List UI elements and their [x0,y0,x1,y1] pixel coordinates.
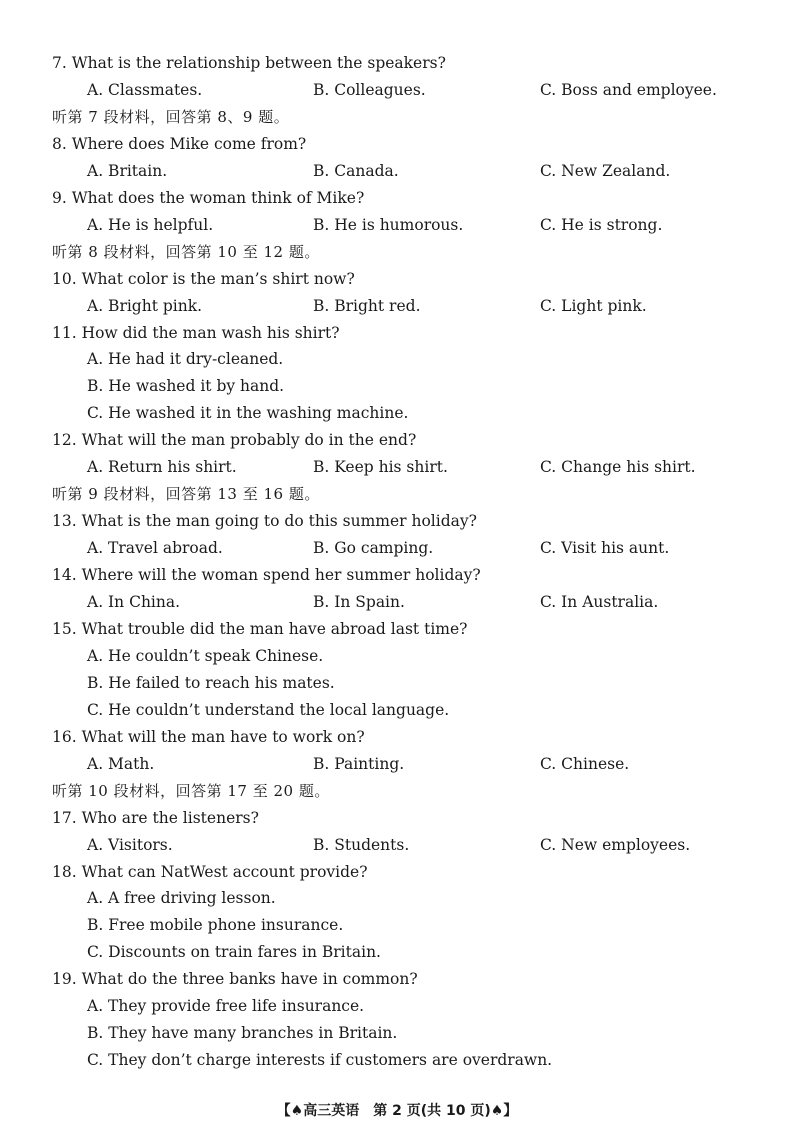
answer-option: A. He couldn’t speak Chinese. [87,646,324,665]
question-stem: 17. Who are the listeners? [52,808,259,827]
answer-option: A. He had it dry-cleaned. [87,350,284,369]
answer-options-row [87,589,774,616]
spade-icon: ♠ [290,1103,304,1119]
answer-option-a: A. Bright pink. [87,296,203,315]
answer-option: C. They don’t charge interests if customers are overdrawn. [87,1051,553,1070]
answer-option-c: C. New Zealand. [540,161,671,180]
footer-left-bracket: 【 [276,1103,291,1119]
answer-option-c: C. Boss and employee. [540,80,717,99]
answer-options-row [87,832,774,859]
answer-option-c: C. Change his shirt. [540,458,696,477]
question-stem: 16. What will the man have to work on? [52,727,365,746]
answer-options-row [87,454,774,481]
section-instruction: 听第 9 段材料，回答第 13 至 16 题。 [52,485,320,504]
question-stem: 19. What do the three banks have in common? [52,970,418,989]
answer-option-b: B. In Spain. [313,593,405,611]
answer-option-a: A. Travel abroad. [87,539,223,558]
question-stem: 18. What can NatWest account provide? [52,862,368,881]
footer-right-bracket: 】 [503,1103,518,1119]
answer-option-c: C. New employees. [540,835,691,854]
answer-option: A. A free driving lesson. [87,889,276,908]
answer-option-b: B. Students. [313,835,410,854]
question-stem: 13. What is the man going to do this summer holiday? [52,512,477,531]
answer-option-a: A. Classmates. [87,80,203,99]
answer-option-a: A. Math. [87,754,155,773]
answer-option-c: C. Visit his aunt. [540,539,670,558]
question-stem: 7. What is the relationship between the speakers? [52,54,446,72]
answer-option-c: C. In Australia. [540,593,659,611]
section-instruction: 听第 10 段材料，回答第 17 至 20 题。 [52,781,330,800]
section-instruction: 听第 7 段材料，回答第 8、9 题。 [52,107,290,126]
answer-option-c: C. He is strong. [540,215,663,234]
question-stem: 10. What color is the man’s shirt now? [52,269,355,288]
answer-option-a: A. Return his shirt. [87,458,237,477]
answer-option: C. Discounts on train fares in Britain. [87,943,381,962]
answer-option: B. He washed it by hand. [87,377,285,396]
question-stem: 11. How did the man wash his shirt? [52,323,340,342]
question-stem: 9. What does the woman think of Mike? [52,188,365,207]
answer-option-c: C. Light pink. [540,296,647,315]
answer-option-a: A. In China. [87,593,181,611]
spade-icon: ♠ [490,1103,504,1119]
question-stem: 8. Where does Mike come from? [52,134,307,153]
answer-option: B. He failed to reach his mates. [87,673,335,692]
answer-option-b: B. Bright red. [313,296,421,315]
question-stem: 12. What will the man probably do in the end? [52,431,417,450]
answer-option: A. They provide free life insurance. [87,997,365,1016]
page-footer [0,1100,794,1122]
answer-option: B. They have many branches in Britain. [87,1024,398,1043]
answer-options-row [87,158,774,185]
answer-option: C. He washed it in the washing machine. [87,404,409,423]
answer-option-a: A. Britain. [87,161,168,180]
answer-option-b: B. Colleagues. [313,80,426,99]
answer-option-b: B. He is humorous. [313,215,464,234]
answer-option: B. Free mobile phone insurance. [87,916,344,935]
answer-options-row [87,751,774,778]
answer-options-row [87,212,774,239]
answer-option: C. He couldn’t understand the local language. [87,700,450,719]
footer-text: 高三英语 第 2 页(共 10 页) [303,1103,491,1119]
answer-option-b: B. Keep his shirt. [313,458,448,477]
answer-option-a: A. He is helpful. [87,215,214,234]
answer-option-b: B. Canada. [313,161,399,180]
answer-option-c: C. Chinese. [540,754,630,773]
answer-options-row [87,535,774,562]
answer-options-row [87,293,774,320]
section-instruction: 听第 8 段材料，回答第 10 至 12 题。 [52,242,320,261]
question-stem: 14. Where will the woman spend her summer holiday? [52,566,481,585]
answer-option-b: B. Go camping. [313,539,434,558]
answer-option-b: B. Painting. [313,754,405,773]
answer-options-row [87,77,774,104]
question-stem: 15. What trouble did the man have abroad last time? [52,619,468,638]
answer-option-a: A. Visitors. [87,835,173,854]
